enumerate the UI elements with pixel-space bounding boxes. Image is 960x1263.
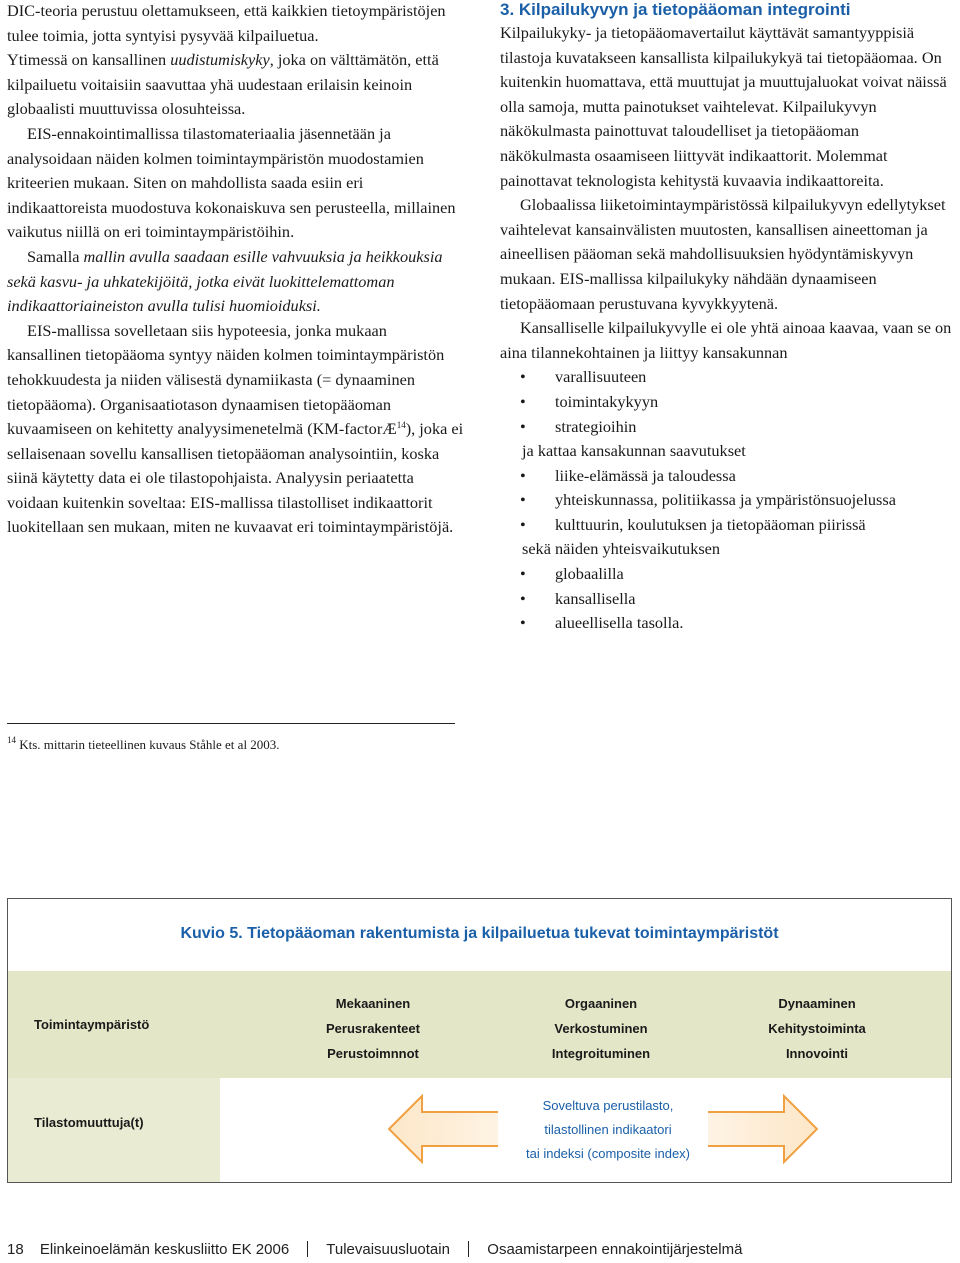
left-paragraph-3: EIS-ennakointimallissa tilastomateriaalia jäsennetään ja analysoidaan näiden kolmen toimintaympäristön muodostamien kriteerien mukaan. Siten on mahdollista saada esiin eri indikaattoreista muodostuva kokonaiskuva sen perusteella, millainen vaikutus niillä on eri toimintaympäristöihin. xyxy=(7,123,456,242)
footnote-ref: 14 xyxy=(396,420,406,431)
left-paragraph-1: DIC-teoria perustuu olettamukseen, että kaikkien tietoympäristöjen tulee toimia, jotta syntyisi pysyvää kilpailuetua. xyxy=(7,1,446,45)
list-item: • globaalilla xyxy=(520,564,624,584)
list-item: • alueellisella tasolla. xyxy=(520,613,684,633)
list-item: • yhteiskunnassa, politiikassa ja ympäristönsuojelussa xyxy=(520,490,896,510)
footer-publisher: Elinkeinoelämän keskusliitto EK 2006 xyxy=(39,1241,290,1258)
footnote-text: Kts. mittarin tieteellinen kuvaus Ståhle et al 2003. xyxy=(19,737,280,752)
footnote xyxy=(7,737,280,753)
bullet-list-2 xyxy=(500,464,952,538)
right-paragraph-2: Globaalissa liiketoimintaympäristössä kilpailukyvyn edellytykset vaihtelevat kansainvälisten muutosten, kansallisen aineettoman ja aineellisen pääoman sekä mahdollisuuksien hyödyntämiskyvyn mukaan. EIS-mallissa kilpailukyky nähdään dynaamiseen tietopääomaan perustuvana kyvykkyytenä. xyxy=(500,195,946,313)
list-item: • toimintakykyyn xyxy=(520,391,659,411)
list-item: • varallisuuteen xyxy=(520,367,647,387)
environment-band xyxy=(8,971,951,1078)
left-column xyxy=(7,0,465,540)
statistics-description: Soveltuva perustilasto, tilastollinen indikaatori tai indeksi (composite index) xyxy=(525,1098,691,1161)
footnote-divider xyxy=(7,723,455,724)
footer-title: Osaamistarpeen ennakointijärjestelmä xyxy=(487,1241,743,1258)
page-number: 18 xyxy=(7,1241,24,1258)
figure-title: Kuvio 5. Tietopääoman rakentumista ja kilpailuetua tukevat toimintaympäristöt xyxy=(180,925,779,942)
environment-column-organic: Orgaaninen Verkostuminen Integroituminen xyxy=(551,996,651,1061)
list-item: • kansallisella xyxy=(520,588,636,608)
left-paragraph-4: Samalla mallin avulla saadaan esille vahvuuksia ja heikkouksia sekä kasvu- ja uhkatekijöitä, jotka eivät luokittelemattoman indikaattoriaineiston avulla tulisi huomioiduksi. xyxy=(7,246,443,316)
environment-label: Toimintaympäristö xyxy=(34,1017,150,1032)
right-paragraph-3: Kansalliselle kilpailukyvylle ei ole yhtä ainoaa kaavaa, vaan se on aina tilannekohtainen ja liittyy kansakunnan xyxy=(500,318,952,362)
left-paragraph-5: EIS-mallissa sovelletaan siis hypoteesia, jonka mukaan kansallinen tietopääoma syntyy näiden kolmen toimintaympäristön tehokkuudesta ja niiden välisestä dynamiikasta (= dynaaminen tietopääoma). Organisaatiotason dynaamisen tietopääoman kuvaamiseen on kehitetty analyysimenetelmä (KM-factorÆ$^{14}$), joka ei sellaisenaan sovellu kansallisen tietopääoman analysointiin, koska siinä käytetty data ei ole tilastopohjaista. Analyysin periaatetta voidaan kuitenkin soveltaa: EIS-mallissa tilastolliset indikaattorit luokitellaan sen mukaan, miten ne kuvaavat eri toimintaympäristöjä. xyxy=(7,320,464,537)
figure-box xyxy=(7,898,952,1183)
environment-column-mechanical: Mekaaninen Perusrakenteet Perustoimnnot xyxy=(326,996,420,1061)
list-item: • strategioihin xyxy=(520,416,637,436)
section-heading: 3. Kilpailukyvyn ja tietopääoman integrointi xyxy=(500,0,851,19)
statistics-row xyxy=(8,1078,951,1182)
list-connector-1: ja kattaa kansakunnan saavutukset xyxy=(522,441,746,461)
page-footer xyxy=(7,1241,742,1258)
statistics-label: Tilastomuuttuja(t) xyxy=(34,1115,144,1130)
footer-separator xyxy=(307,1241,308,1257)
list-item: • liike-elämässä ja taloudessa xyxy=(520,465,736,485)
footer-series: Tulevaisuusluotain xyxy=(326,1241,450,1258)
footer-separator xyxy=(468,1241,469,1257)
left-paragraph-2: Ytimessä on kansallinen uudistumiskyky, joka on välttämätön, että kilpailuetu voitaisiin saavuttaa yhä uudestaan erilaisin keinoin globaalisti muuttuvissa olosuhteissa. xyxy=(7,50,439,119)
footnote-number: 14 xyxy=(7,735,16,745)
right-paragraph-1: Kilpailukyky- ja tietopääomavertailut käyttävät samantyyppisiä tilastoja kuvatakseen kansallista kilpailukykyä tai tietopääomaa. On kuitenkin huomattava, että muuttujat ja muuttujaluokat voivat näissä olla samoja, mutta painotukset vaihtelevat. Kilpailukyvyn näkökulmasta painottuvat taloudelliset ja tietopääoman näkökulmasta osaamiseen liittyvät indikaattorit. Molemmat painottavat teknologista kehitystä kuvaavia indikaattoreita. xyxy=(500,23,947,190)
list-connector-2: sekä näiden yhteisvaikutuksen xyxy=(522,539,721,559)
bullet-list-1 xyxy=(500,365,952,439)
environment-column-dynamic: Dynaaminen Kehitystoiminta Innovointi xyxy=(768,996,866,1061)
list-item: • kulttuurin, koulutuksen ja tietopääoman piirissä xyxy=(520,514,866,534)
right-column xyxy=(500,0,952,636)
bullet-list-3 xyxy=(500,562,952,636)
